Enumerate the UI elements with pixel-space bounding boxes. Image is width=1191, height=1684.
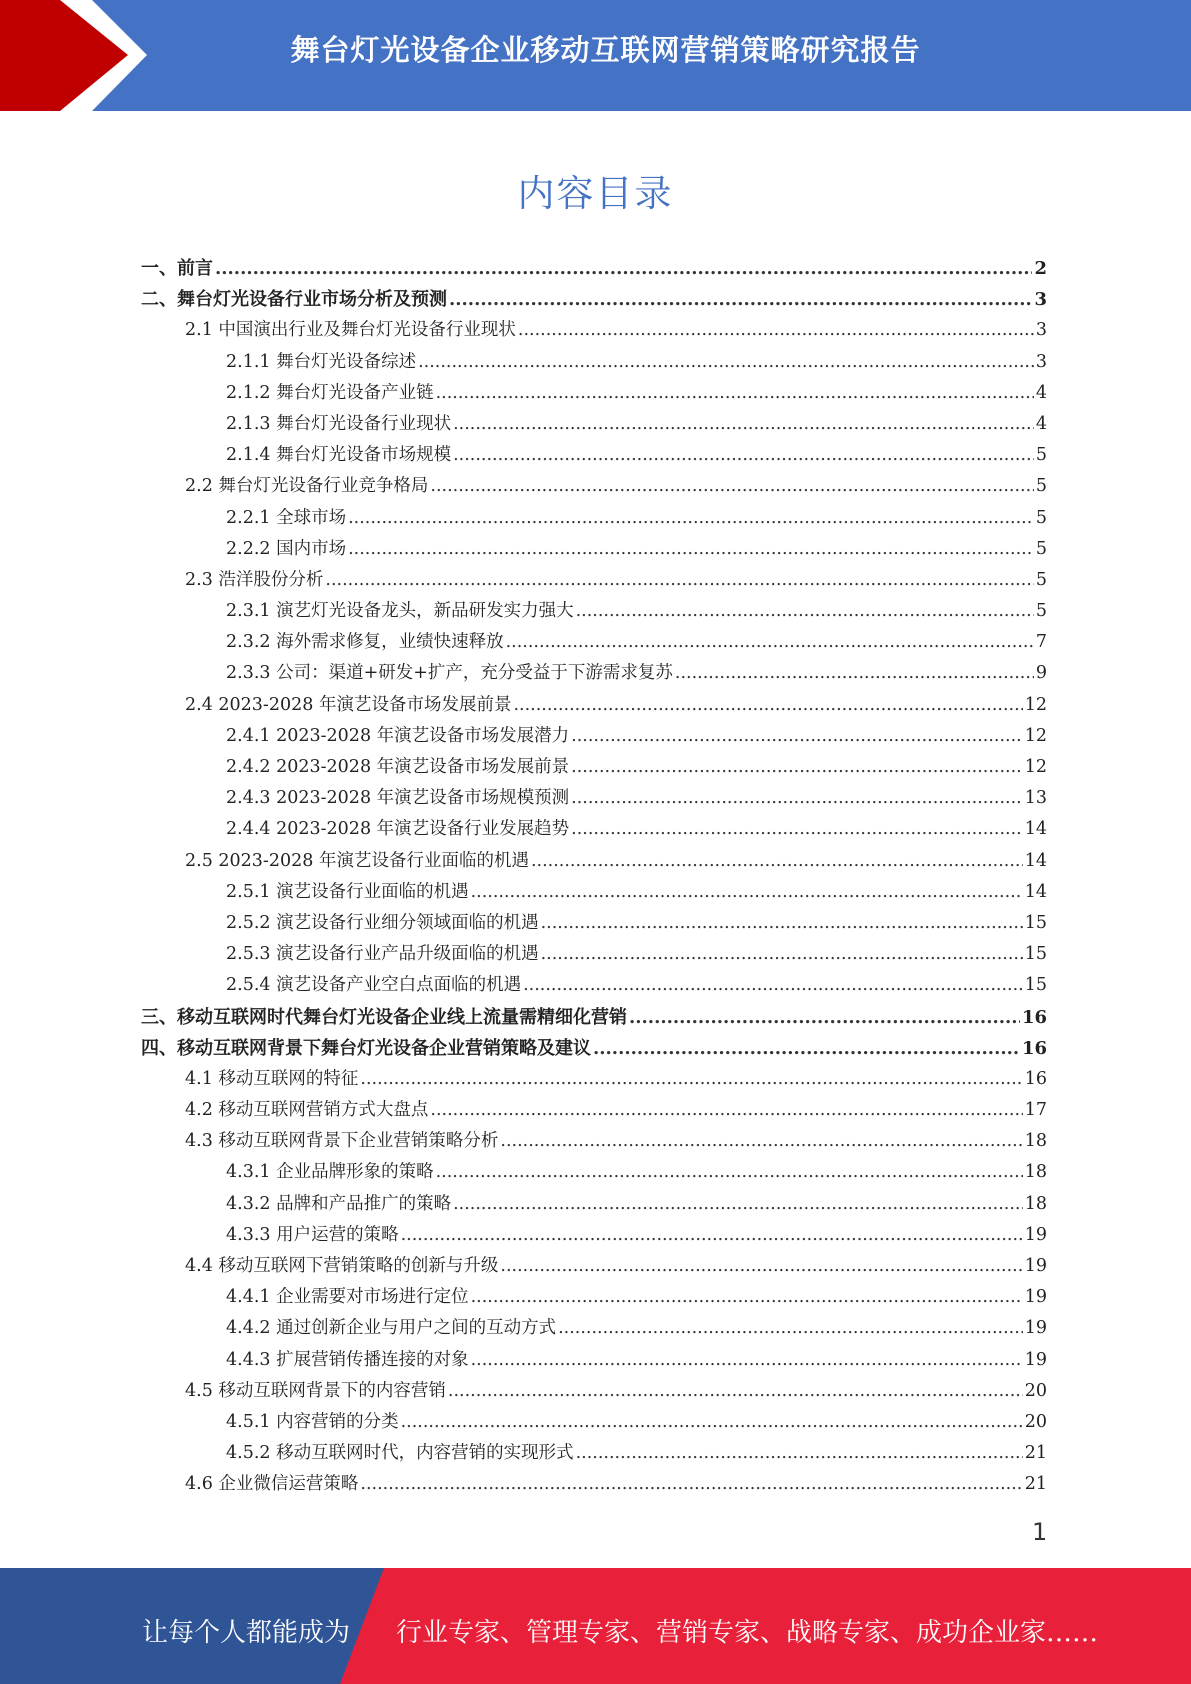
toc-entry-label: 2.2.2 国内市场: [226, 538, 347, 559]
toc-entry[interactable]: [141, 722, 1047, 753]
toc-entry-label: 2.5.4 演艺设备产业空白点面临的机遇: [226, 975, 522, 996]
toc-entry[interactable]: [141, 1346, 1047, 1377]
toc-entry-page: 9: [1035, 663, 1047, 684]
toc-entry-page: 18: [1024, 1193, 1047, 1214]
toc-entry-page: 19: [1024, 1349, 1047, 1370]
toc-entry[interactable]: [141, 472, 1047, 503]
toc-entry-label: 4.5.2 移动互联网时代，内容营销的实现形式: [226, 1443, 574, 1464]
toc-leader-dots: [558, 1318, 1023, 1338]
toc-entry-label: 4.6 企业微信运营策略: [185, 1474, 359, 1495]
toc-entry-page: 14: [1024, 881, 1047, 902]
toc-entry-label: 2.3 浩洋股份分析: [185, 569, 324, 590]
toc-entry-label: 四、移动互联网背景下舞台灯光设备企业营销策略及建议: [141, 1037, 591, 1059]
toc-entry-page: 14: [1024, 819, 1047, 840]
toc-entry[interactable]: [141, 441, 1047, 472]
toc-entry[interactable]: [141, 1408, 1047, 1439]
toc-leader-dots: [471, 882, 1023, 902]
toc-entry[interactable]: [141, 691, 1047, 722]
toc-leader-dots: [576, 601, 1034, 621]
toc-leader-dots: [506, 632, 1034, 652]
toc-entry[interactable]: [141, 878, 1047, 909]
toc-entry-page: 21: [1024, 1474, 1047, 1495]
toc-entry-label: 2.4.2 2023-2028 年演艺设备市场发展前景: [226, 757, 570, 777]
toc-entry-page: 5: [1035, 507, 1047, 528]
toc-entry-page: 4: [1035, 413, 1047, 434]
toc-leader-dots: [571, 726, 1023, 746]
toc-leader-dots: [541, 913, 1023, 933]
toc-entry-label: 4.4.1 企业需要对市场进行定位: [226, 1287, 469, 1308]
toc-entry-label: 一、前言: [141, 258, 213, 279]
toc-entry-label: 4.3.2 品牌和产品推广的策略: [226, 1193, 452, 1214]
toc-entry-label: 2.3.1 演艺灯光设备龙头，新品研发实力强大: [226, 601, 574, 622]
toc-entry[interactable]: [141, 254, 1047, 285]
toc-entry[interactable]: [141, 316, 1047, 347]
toc-leader-dots: [453, 445, 1034, 465]
toc-leader-dots: [448, 1381, 1023, 1401]
toc-leader-dots: [453, 414, 1034, 434]
toc-entry-page: 15: [1024, 975, 1047, 996]
toc-entry-page: 19: [1024, 1224, 1047, 1245]
toc-entry-label: 4.5 移动互联网背景下的内容营销: [185, 1380, 446, 1401]
toc-entry[interactable]: [141, 1003, 1047, 1034]
toc-entry-page: 5: [1035, 476, 1047, 497]
toc-entry[interactable]: [141, 348, 1047, 379]
toc-leader-dots: [500, 1131, 1022, 1151]
toc-entry-label: 4.4 移动互联网下营销策略的创新与升级: [185, 1256, 499, 1276]
toc-entry-label: 4.1 移动互联网的特征: [185, 1068, 359, 1089]
toc-entry[interactable]: [141, 1034, 1047, 1065]
toc-leader-dots: [348, 539, 1034, 559]
toc-leader-dots: [449, 289, 1032, 310]
toc-entry-page: 2: [1034, 258, 1047, 279]
toc-heading: 内容目录: [517, 172, 674, 215]
toc-entry-page: 19: [1024, 1287, 1047, 1308]
toc-entry-label: 4.2 移动互联网营销方式大盘点: [185, 1100, 429, 1121]
toc-entry[interactable]: [141, 784, 1047, 815]
toc-entry-page: 16: [1021, 1037, 1047, 1059]
toc-leader-dots: [360, 1474, 1022, 1494]
toc-entry-page: 18: [1024, 1162, 1047, 1183]
toc-entry-label: 2.5.1 演艺设备行业面临的机遇: [226, 881, 469, 902]
toc-entry[interactable]: [141, 847, 1047, 878]
toc-leader-dots: [571, 819, 1023, 839]
arrow-decoration-icon: [0, 0, 150, 111]
toc-leader-dots: [430, 1100, 1022, 1120]
toc-leader-dots: [500, 1256, 1022, 1276]
toc-entry-label: 2.4.4 2023-2028 年演艺设备行业发展趋势: [226, 819, 570, 840]
toc-entry-label: 2.1.1 舞台灯光设备综述: [226, 351, 417, 372]
toc-entry[interactable]: [141, 1283, 1047, 1314]
toc-entry[interactable]: [141, 597, 1047, 628]
toc-entry-label: 二、舞台灯光设备行业市场分析及预测: [141, 289, 447, 311]
toc-entry-label: 2.1 中国演出行业及舞台灯光设备行业现状: [185, 320, 516, 341]
toc-entry-label: 4.3.1 企业品牌形象的策略: [226, 1162, 434, 1183]
toc-entry-page: 3: [1035, 320, 1047, 341]
toc-entry-page: 15: [1024, 944, 1047, 965]
toc-entry[interactable]: [141, 535, 1047, 566]
toc-entry-label: 2.1.2 舞台灯光设备产业链: [226, 382, 434, 403]
footer-slogan-right: 行业专家、管理专家、营销专家、战略专家、成功企业家……: [396, 1618, 1099, 1648]
toc-leader-dots: [629, 1007, 1020, 1028]
toc-entry[interactable]: [141, 1158, 1047, 1189]
toc-entry-label: 2.4.1 2023-2028 年演艺设备市场发展潜力: [226, 725, 570, 746]
toc-entry-page: 4: [1035, 382, 1047, 403]
toc-leader-dots: [593, 1038, 1020, 1059]
toc-entry[interactable]: [141, 1470, 1047, 1501]
toc-leader-dots: [523, 975, 1023, 995]
toc-leader-dots: [518, 320, 1034, 340]
toc-entry-label: 2.2.1 全球市场: [226, 507, 347, 528]
toc-entry[interactable]: [141, 659, 1047, 690]
toc-entry-page: 5: [1035, 538, 1047, 559]
toc-entry[interactable]: [141, 753, 1047, 784]
toc-entry-page: 16: [1021, 1006, 1047, 1028]
footer-slogan-left: 让每个人都能成为: [142, 1618, 351, 1648]
toc-entry-page: 20: [1024, 1380, 1047, 1401]
toc-entry[interactable]: [141, 1377, 1047, 1408]
toc-entry-label: 2.3.3 公司：渠道+研发+扩产，充分受益于下游需求复苏: [226, 663, 673, 684]
toc-entry[interactable]: [141, 628, 1047, 659]
toc-entry-label: 2.5.2 演艺设备行业细分领域面临的机遇: [226, 912, 539, 933]
toc-leader-dots: [436, 1162, 1023, 1182]
toc-entry-page: 17: [1024, 1100, 1047, 1121]
toc-entry-page: 5: [1035, 601, 1047, 622]
toc-entry-label: 2.1.4 舞台灯光设备市场规模: [226, 445, 452, 466]
toc-leader-dots: [401, 1412, 1023, 1432]
toc-entry-page: 20: [1024, 1411, 1047, 1432]
toc-entry-page: 21: [1024, 1443, 1047, 1464]
toc-entry-page: 18: [1024, 1131, 1047, 1152]
toc-entry-page: 14: [1024, 850, 1047, 871]
toc-entry-label: 2.4 2023-2028 年演艺设备市场发展前景: [185, 694, 512, 715]
toc-entry-label: 2.3.2 海外需求修复，业绩快速释放: [226, 632, 504, 653]
toc-entry-label: 4.4.2 通过创新企业与用户之间的互动方式: [226, 1318, 557, 1339]
toc-entry[interactable]: [141, 1314, 1047, 1345]
toc-entry-label: 2.1.3 舞台灯光设备行业现状: [226, 413, 452, 434]
toc-entry-page: 13: [1024, 788, 1047, 809]
toc-entry-label: 三、移动互联网时代舞台灯光设备企业线上流量需精细化营销: [141, 1006, 627, 1028]
toc-leader-dots: [348, 508, 1034, 528]
toc-leader-dots: [401, 1225, 1023, 1245]
toc-leader-dots: [571, 757, 1023, 777]
toc-entry[interactable]: [141, 566, 1047, 597]
toc-entry[interactable]: [141, 379, 1047, 410]
toc-entry-page: 12: [1024, 725, 1047, 746]
toc-leader-dots: [436, 383, 1034, 403]
toc-leader-dots: [453, 1194, 1023, 1214]
toc-leader-dots: [215, 258, 1032, 279]
toc-entry[interactable]: [141, 1221, 1047, 1252]
toc-entry-page: 19: [1024, 1318, 1047, 1339]
toc-entry-label: 2.5 2023-2028 年演艺设备行业面临的机遇: [185, 850, 529, 871]
toc-entry-page: 3: [1034, 289, 1047, 311]
toc-entry[interactable]: [141, 1439, 1047, 1470]
toc-entry-label: 4.5.1 内容营销的分类: [226, 1411, 399, 1432]
toc-entry[interactable]: [141, 285, 1047, 316]
table-of-contents: [141, 254, 1047, 1502]
toc-entry-page: 15: [1024, 912, 1047, 933]
toc-entry[interactable]: [141, 410, 1047, 441]
toc-leader-dots: [430, 476, 1033, 496]
toc-entry[interactable]: [141, 1127, 1047, 1158]
header-banner: [0, 0, 1191, 111]
toc-entry[interactable]: [141, 1065, 1047, 1096]
toc-leader-dots: [418, 352, 1034, 372]
toc-leader-dots: [576, 1443, 1023, 1463]
toc-leader-dots: [531, 851, 1023, 871]
toc-entry-page: 7: [1035, 632, 1047, 653]
toc-entry-page: 19: [1024, 1256, 1047, 1276]
footer-banner: [0, 1568, 1191, 1684]
toc-entry-page: 12: [1024, 757, 1047, 777]
toc-leader-dots: [675, 663, 1034, 683]
toc-entry[interactable]: [141, 504, 1047, 535]
toc-entry-label: 2.2 舞台灯光设备行业竞争格局: [185, 476, 429, 497]
toc-entry[interactable]: [141, 1252, 1047, 1283]
toc-leader-dots: [471, 1287, 1023, 1307]
toc-leader-dots: [360, 1069, 1022, 1089]
toc-entry-page: 16: [1024, 1068, 1047, 1089]
toc-entry-label: 2.5.3 演艺设备行业产品升级面临的机遇: [226, 944, 539, 965]
toc-entry[interactable]: [141, 909, 1047, 940]
report-title: 舞台灯光设备企业移动互联网营销策略研究报告: [290, 33, 921, 67]
toc-entry-page: 12: [1024, 694, 1047, 715]
toc-leader-dots: [325, 570, 1033, 590]
toc-entry[interactable]: [141, 815, 1047, 846]
toc-entry-label: 4.3 移动互联网背景下企业营销策略分析: [185, 1131, 499, 1152]
toc-entry[interactable]: [141, 1190, 1047, 1221]
toc-entry[interactable]: [141, 1096, 1047, 1127]
page-number: 1: [1032, 1518, 1048, 1546]
toc-entry-page: 5: [1035, 569, 1047, 590]
toc-entry[interactable]: [141, 971, 1047, 1002]
toc-entry-page: 5: [1035, 445, 1047, 466]
toc-entry-label: 4.4.3 扩展营销传播连接的对象: [226, 1349, 469, 1370]
toc-leader-dots: [513, 695, 1022, 715]
toc-entry-page: 3: [1035, 351, 1047, 372]
toc-leader-dots: [471, 1350, 1023, 1370]
toc-leader-dots: [541, 944, 1023, 964]
toc-entry-label: 4.3.3 用户运营的策略: [226, 1224, 399, 1245]
toc-entry-label: 2.4.3 2023-2028 年演艺设备市场规模预测: [226, 788, 570, 809]
toc-leader-dots: [571, 788, 1023, 808]
toc-entry[interactable]: [141, 940, 1047, 971]
